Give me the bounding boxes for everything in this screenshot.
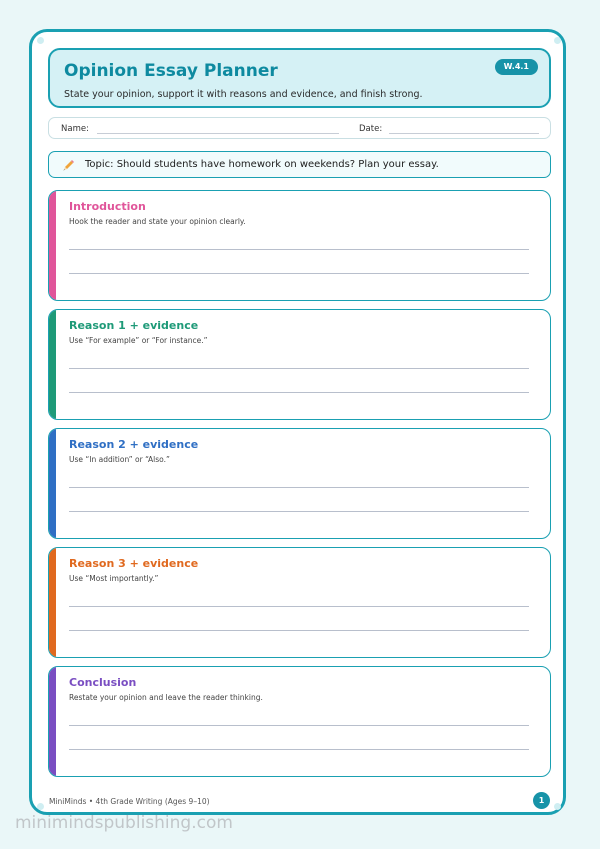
topic-box: [48, 151, 551, 178]
writing-line[interactable]: [69, 749, 529, 750]
writing-line[interactable]: [69, 725, 529, 726]
writing-line[interactable]: [69, 511, 529, 512]
corner-dot: [554, 803, 561, 810]
section-title: Reason 2 + evidence: [69, 438, 199, 451]
section-title: Reason 3 + evidence: [69, 557, 199, 570]
section-color-bar: [49, 548, 56, 657]
section-hint: Hook the reader and state your opinion clearly.: [69, 217, 246, 226]
worksheet-header: [48, 48, 551, 108]
writing-line[interactable]: [69, 392, 529, 393]
section-color-bar: [49, 429, 56, 538]
writing-line[interactable]: [69, 487, 529, 488]
writing-line[interactable]: [69, 606, 529, 607]
section-hint: Restate your opinion and leave the reader thinking.: [69, 693, 263, 702]
standard-badge: W.4.1: [495, 59, 538, 75]
topic-text: Topic: Should students have homework on weekends? Plan your essay.: [85, 159, 439, 170]
section-reason-3: [48, 547, 551, 658]
corner-dot: [37, 37, 44, 44]
page-subtitle: State your opinion, support it with reasons and evidence, and finish strong.: [64, 89, 423, 100]
section-reason-1: [48, 309, 551, 420]
page-title: Opinion Essay Planner: [64, 61, 278, 81]
writing-line[interactable]: [69, 368, 529, 369]
section-color-bar: [49, 310, 56, 419]
section-hint: Use “For example” or “For instance.”: [69, 336, 208, 345]
corner-dot: [554, 37, 561, 44]
section-hint: Use “In addition” or “Also.”: [69, 455, 170, 464]
name-date-bar: [48, 117, 551, 139]
writing-line[interactable]: [69, 630, 529, 631]
date-write-line[interactable]: [389, 133, 539, 134]
corner-dot: [37, 803, 44, 810]
section-hint: Use “Most importantly.”: [69, 574, 159, 583]
section-title: Introduction: [69, 200, 146, 213]
page-number-badge: 1: [533, 792, 550, 809]
section-reason-2: [48, 428, 551, 539]
footer-text: MiniMinds • 4th Grade Writing (Ages 9–10): [49, 797, 210, 806]
website-watermark: minimindspublishing.com: [15, 813, 233, 833]
writing-line[interactable]: [69, 249, 529, 250]
section-introduction: [48, 190, 551, 301]
name-write-line[interactable]: [97, 133, 339, 134]
section-conclusion: [48, 666, 551, 777]
date-label: Date:: [359, 124, 383, 134]
pencil-icon: [62, 157, 76, 176]
section-title: Reason 1 + evidence: [69, 319, 199, 332]
writing-line[interactable]: [69, 273, 529, 274]
name-label: Name:: [61, 124, 89, 134]
section-title: Conclusion: [69, 676, 137, 689]
section-color-bar: [49, 191, 56, 300]
section-color-bar: [49, 667, 56, 776]
